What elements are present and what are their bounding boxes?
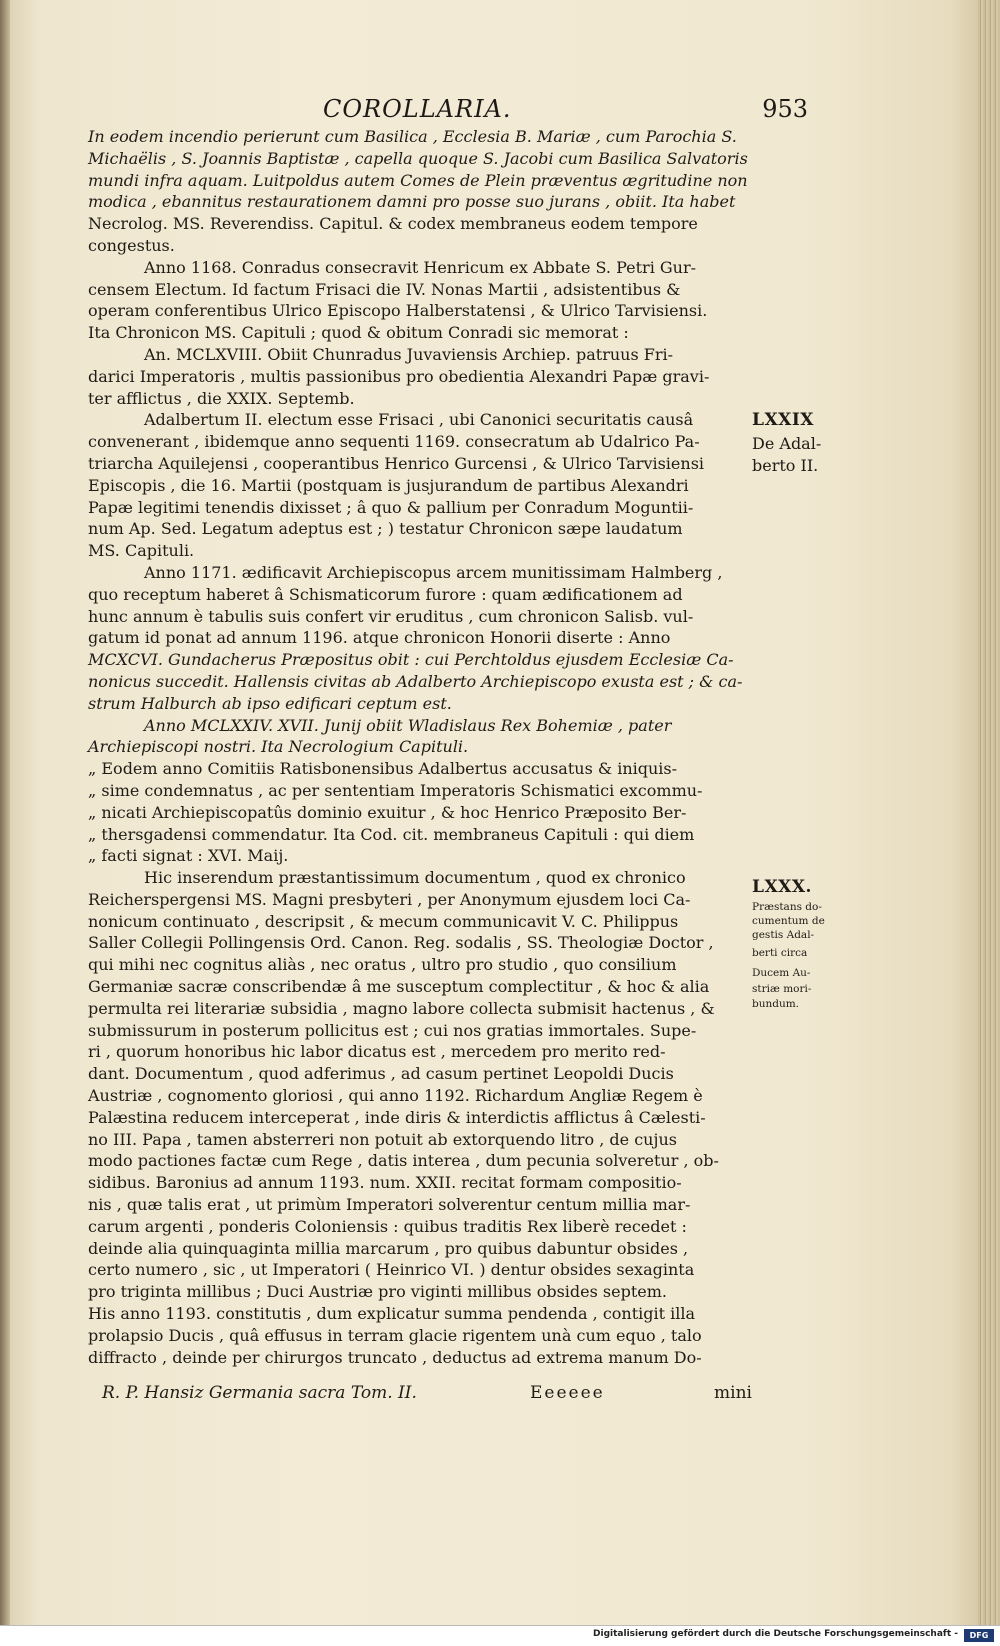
text-line: Anno 1171. ædificavit Archiepiscopus arcem munitissimam Halmberg ,	[144, 562, 723, 582]
text-line: hunc annum è tabulis suis confert vir eruditus , cum chronicon Salisb. vul-	[88, 606, 694, 626]
text-line: nis , quæ talis erat , ut primùm Imperatori solverentur centum millia mar-	[88, 1195, 691, 1215]
text-line: modica , ebannitus restaurationem damni pro posse suo jurans , obiit. Ita habet	[88, 192, 736, 212]
running-title: COROLLARIA.	[323, 95, 512, 123]
text-line: Germaniæ sacræ conscribendæ â me susceptum complectitur , & hoc & alia	[88, 977, 710, 997]
text-line: MCXCVI. Gundacherus Præpositus obit : cui Perchtoldus ejusdem Ecclesiæ Ca-	[88, 650, 734, 670]
text-line: An. MCLXVIII. Obiit Chunradus Juvaviensis Archiep. patruus Fri-	[144, 344, 674, 364]
text-line: gatum id ponat ad annum 1196. atque chronicon Honorii diserte : Anno	[88, 628, 671, 648]
text-line: ter afflictus , die XXIX. Septemb.	[88, 388, 355, 408]
text-line: Archiepiscopi nostri. Ita Necrologium Capituli.	[88, 737, 469, 757]
text-line: ri , quorum honoribus hic labor dicatus est , mercedem pro merito red-	[88, 1042, 666, 1062]
text-line: num Ap. Sed. Legatum adeptus est ; ) testatur Chronicon sæpe laudatum	[88, 519, 683, 539]
text-line: diffracto , deinde per chirurgos truncato , deductus ad extrema manum Do-	[88, 1347, 702, 1367]
text-line: certo numero , sic , ut Imperatori ( Heinrico VI. ) dentur obsides sexaginta	[88, 1260, 695, 1280]
text-line: deinde alia quinquaginta millia marcarum , pro quibus dabuntur obsides ,	[88, 1238, 689, 1258]
text-line: Anno 1168. Conradus consecravit Henricum ex Abbate S. Petri Gur-	[144, 257, 697, 277]
text-line: „ sime condemnatus , ac per sententiam Imperatoris Schismatici excommu-	[88, 780, 703, 800]
text-line: prolapsio Ducis , quâ effusus in terram glacie rigentem unà cum equo , talo	[88, 1325, 702, 1345]
text-line: Hic inserendum præstantissimum documentum , quod ex chronico	[144, 868, 686, 888]
catchword: mini	[714, 1383, 752, 1403]
text-line: convenerant , ibidemque anno sequenti 1169. consecratum ab Udalrico Pa-	[88, 432, 700, 452]
page-footer	[102, 1383, 752, 1409]
funding-notice: Digitalisierung gefördert durch die Deutsche Forschungsgemeinschaft -	[593, 1629, 958, 1639]
margin-note-lxxx-4: berti circa	[752, 947, 808, 959]
text-line: Necrolog. MS. Reverendiss. Capitul. & codex membraneus eodem tempore	[88, 214, 698, 234]
text-line: Ita Chronicon MS. Capituli ; quod & obitum Conradi sic memorat :	[88, 323, 629, 343]
signature-mark: Eeeeee	[530, 1383, 605, 1403]
text-line: darici Imperatoris , multis passionibus pro obedientia Alexandri Papæ gravi-	[88, 366, 710, 386]
text-line: operam conferentibus Ulrico Episcopo Halberstatensi , & Ulrico Tarvisiensi.	[88, 301, 708, 321]
page-number: 953	[762, 95, 808, 123]
text-line: qui mihi nec cognitus aliàs , nec oratus , ultro pro studio , quo consilium	[88, 955, 677, 975]
text-line: Saller Collegii Pollingensis Ord. Canon. Reg. sodalis , SS. Theologiæ Doctor ,	[88, 933, 714, 953]
margin-note-lxxx-1: Præstans do-	[752, 901, 822, 913]
text-line: Austriæ , cognomento gloriosi , qui anno 1192. Richardum Angliæ Regem è	[88, 1086, 703, 1106]
text-line: Reicherspergensi MS. Magni presbyteri , per Anonymum ejusdem loci Ca-	[88, 889, 691, 909]
body-text	[88, 126, 753, 1368]
margin-note-lxxx-6: striæ mori-	[752, 983, 812, 995]
text-line: nonicum continuato , descripsit , & mecum communicavit V. C. Philippus	[88, 911, 679, 931]
margin-note-lxxx-7: bundum.	[752, 998, 800, 1010]
dfg-logo: DFG	[964, 1629, 994, 1642]
margin-note-lxxx-3: gestis Adal-	[752, 929, 815, 941]
digitization-bar	[0, 1625, 1000, 1646]
text-line: censem Electum. Id factum Frisaci die IV. Nonas Martii , adsistentibus &	[88, 279, 681, 299]
text-line: Episcopis , die 16. Martii (postquam is jusjurandum de partibus Alexandri	[88, 475, 689, 495]
text-line: quo receptum haberet â Schismaticorum furore : quam ædificationem ad	[88, 584, 683, 604]
text-line: pro triginta millibus ; Duci Austriæ pro viginti millibus obsides septem.	[88, 1282, 668, 1302]
margin-numeral-lxxix: LXXIX	[752, 410, 814, 430]
margin-note-lxxix-1: De Adal-	[752, 434, 822, 453]
text-line: dant. Documentum , quod adferimus , ad casum pertinet Leopoldi Ducis	[88, 1064, 674, 1084]
text-line: sidibus. Baronius ad annum 1193. num. XXII. recitat formam compositio-	[88, 1173, 682, 1193]
text-line: submissurum in posterum pollicitus est ; cui nos gratias immortales. Supe-	[88, 1020, 697, 1040]
text-line: nonicus succedit. Hallensis civitas ab Adalberto Archiepiscopo exusta est ; & ca-	[88, 671, 743, 691]
text-line: permulta rei literariæ subsidia , magno labore collecta submisit hactenus , &	[88, 998, 715, 1018]
text-line: congestus.	[88, 235, 175, 255]
text-line: Papæ legitimi tenendis dixisset ; â quo & pallium per Conradum Moguntii-	[88, 497, 694, 517]
text-line: modo pactiones factæ cum Rege , datis interea , dum pecunia solveretur , ob-	[88, 1151, 719, 1171]
margin-note-lxxx-5: Ducem Au-	[752, 967, 811, 979]
text-line: „ facti signat : XVI. Maij.	[88, 846, 289, 866]
page-header	[88, 95, 808, 127]
text-line: no III. Papa , tamen absterreri non potuit ab extorquendo litro , de cujus	[88, 1129, 677, 1149]
text-line: Anno MCLXXIV. XVII. Junij obiit Wladislaus Rex Bohemiæ , pater	[144, 715, 672, 735]
page-edge	[978, 0, 1000, 1625]
text-line: In eodem incendio perierunt cum Basilica , Ecclesia B. Mariæ , cum Parochia S.	[88, 127, 737, 146]
text-line: Palæstina reducem interceperat , inde diris & interdictis afflictus â Cælesti-	[88, 1107, 706, 1127]
margin-note-lxxix-2: berto II.	[752, 456, 819, 475]
margin-note-lxxx-2: cumentum de	[752, 915, 825, 927]
text-line: mundi infra aquam. Luitpoldus autem Comes de Plein præventus ægritudine non	[88, 170, 748, 190]
text-line: triarcha Aquilejensi , cooperantibus Henrico Gurcensi , & Ulrico Tarvisiensi	[88, 453, 705, 473]
text-line: MS. Capituli.	[88, 541, 195, 561]
text-line: His anno 1193. constitutis , dum explicatur summa pendenda , contigit illa	[88, 1304, 696, 1324]
footer-book-title: R. P. Hansiz Germania sacra Tom. II.	[102, 1383, 417, 1403]
text-line: Michaëlis , S. Joannis Baptistæ , capella quoque S. Jacobi cum Basilica Salvatoris	[88, 148, 748, 168]
text-line: „ Eodem anno Comitiis Ratisbonensibus Adalbertus accusatus & iniquis-	[88, 759, 678, 779]
text-line: „ nicati Archiepiscopatûs dominio exuitur , & hoc Henrico Præposito Ber-	[88, 802, 687, 822]
text-line: Adalbertum II. electum esse Frisaci , ubi Canonici securitatis causâ	[144, 410, 694, 430]
page-gutter	[0, 0, 10, 1625]
text-line: strum Halburch ab ipso edificari ceptum est.	[88, 693, 452, 713]
text-line: carum argenti , ponderis Coloniensis : quibus traditis Rex liberè recedet :	[88, 1216, 687, 1236]
text-line: „ thersgadensi commendatur. Ita Cod. cit. membraneus Capituli : qui diem	[88, 824, 695, 844]
margin-numeral-lxxx: LXXX.	[752, 877, 812, 897]
